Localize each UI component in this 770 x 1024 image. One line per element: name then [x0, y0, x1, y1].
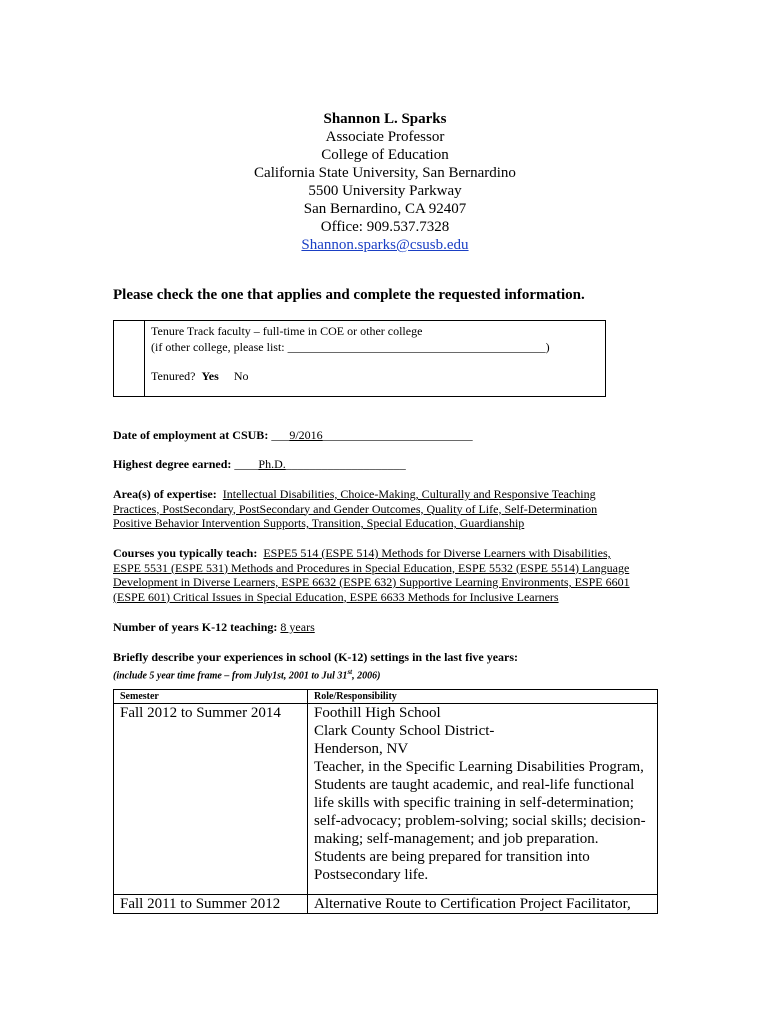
role-cell: [308, 704, 658, 895]
faculty-type-table: [113, 320, 606, 397]
tenured-label: Tenured?: [151, 369, 196, 383]
faculty-name: Shannon L. Sparks: [323, 111, 447, 127]
instruction-text: Please check the one that applies and complete the requested information.: [113, 287, 585, 303]
degree-value: Ph.D.: [258, 457, 286, 471]
employment-date-row: [113, 428, 658, 443]
experience-note-text: (include 5 year time frame – from July1st, 2001 to Jul 31: [113, 669, 348, 681]
degree-suffix: ____________________: [285, 457, 406, 471]
employment-date-value: 9/2016: [289, 428, 323, 442]
employment-date-prefix: ___: [271, 428, 290, 442]
course-line: Development in Diverse Learners, ESPE 6632 (ESPE 632) Supportive Learning Environments, ESPE 6601: [113, 575, 630, 589]
k12-years-value: 8 years: [280, 620, 315, 634]
degree-row: [113, 457, 658, 472]
role-line: Foothill High School: [314, 705, 441, 721]
k12-years-label: Number of years K-12 teaching:: [113, 620, 278, 634]
role-line: making; self-management; and job preparation.: [314, 831, 599, 847]
faculty-street: 5500 University Parkway: [308, 183, 462, 199]
degree-prefix: ____: [234, 457, 259, 471]
expertise-line: Positive Behavior Intervention Supports, Transition, Special Education, Guardianship: [113, 516, 525, 530]
role-cell: [308, 895, 658, 914]
role-line: life skills with specific training in self-determination;: [314, 795, 634, 811]
courses-section: [113, 546, 663, 604]
role-line: Clark County School District-: [314, 723, 495, 739]
tenured-row: [151, 369, 248, 383]
semester-cell: Fall 2011 to Summer 2012: [114, 895, 308, 914]
experience-heading: [113, 650, 658, 683]
expertise-section: [113, 487, 658, 531]
other-college-field: (if other college, please list: ___________________________________________): [151, 340, 550, 354]
faculty-office-phone: Office: 909.537.7328: [320, 219, 450, 235]
role-column-header: Role/Responsibility: [308, 690, 658, 704]
expertise-label: Area(s) of expertise:: [113, 487, 217, 501]
faculty-city: San Bernardino, CA 92407: [303, 201, 467, 217]
faculty-title: Associate Professor: [325, 129, 445, 145]
table-row: [114, 895, 658, 914]
experience-table-header: [114, 690, 658, 704]
expertise-line: Practices, PostSecondary, PostSecondary and Gender Outcomes, Quality of Life, Self-Determination: [113, 501, 598, 516]
course-line: ESPE 5531 (ESPE 531) Methods and Procedures in Special Education, ESPE 5532 (ESPE 5514) Language: [113, 560, 630, 575]
expertise-line: Intellectual Disabilities, Choice-Making, Culturally and Responsive Teaching: [222, 487, 596, 501]
faculty-college: College of Education: [321, 147, 449, 163]
table-row: [114, 704, 658, 895]
role-line: Alternative Route to Certification Project Facilitator,: [314, 896, 631, 912]
experience-note-end: , 2006): [352, 669, 381, 681]
tenured-no-option[interactable]: No: [233, 369, 249, 383]
employment-date-suffix: _________________________: [322, 428, 473, 442]
contact-header: [0, 110, 770, 254]
faculty-email-link[interactable]: Shannon.sparks@csusb.edu: [301, 237, 469, 253]
role-line: Students are taught academic, and real-life functional: [314, 777, 635, 793]
course-line: (ESPE 601) Critical Issues in Special Education, ESPE 6633 Methods for Inclusive Learners: [113, 589, 559, 604]
employment-date-label: Date of employment at CSUB:: [113, 428, 269, 442]
role-line: Postsecondary life.: [314, 867, 429, 883]
experience-note: [113, 665, 658, 683]
role-line: Henderson, NV: [314, 741, 409, 757]
k12-years-row: [113, 620, 658, 635]
course-line: ESPE5 514 (ESPE 514) Methods for Diverse Learners with Disabilities,: [263, 546, 611, 560]
semester-cell: Fall 2012 to Summer 2014: [114, 704, 308, 895]
tenured-yes-option[interactable]: Yes: [201, 369, 219, 383]
courses-label: Courses you typically teach:: [113, 546, 258, 560]
degree-label: Highest degree earned:: [113, 457, 232, 471]
experience-table: [113, 689, 658, 914]
tenure-track-option: Tenure Track faculty – full-time in COE or other college: [151, 324, 423, 338]
role-line: Teacher, in the Specific Learning Disabilities Program,: [314, 759, 644, 775]
semester-column-header: Semester: [114, 690, 308, 704]
faculty-type-checkbox[interactable]: [114, 321, 145, 396]
role-line: self-advocacy; problem-solving; social skills; decision-: [314, 813, 646, 829]
experience-heading-text: Briefly describe your experiences in school (K-12) settings in the last five years:: [113, 650, 519, 664]
experience-note-sup: st: [347, 667, 353, 676]
faculty-university: California State University, San Bernardino: [254, 165, 516, 181]
role-line: Students are being prepared for transition into: [314, 849, 590, 865]
